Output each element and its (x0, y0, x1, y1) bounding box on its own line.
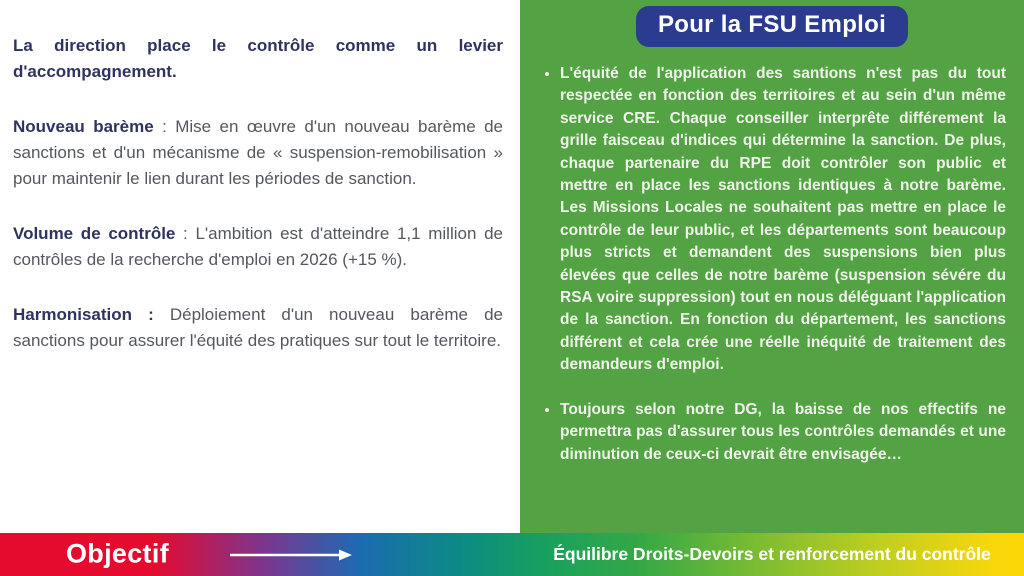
paragraph-nouveau-bareme-body: : Mise en œuvre d'un nouveau barème de sanctions et d'un mécanisme de « suspension-remobilisation » pour maintenir le lien durant les périodes de sanction. (13, 117, 503, 188)
bullet-item-effectifs: • Toujours selon notre DG, la baisse de nos effectifs ne permettra pas d'assurer tous les contrôles demandés et une diminution de ceux-ci devrait être envisagée… (560, 399, 1006, 466)
paragraph-volume-controle-body: : L'ambition est d'atteindre 1,1 million de contrôles de la recherche d'emploi en 2026 (+15 %). (13, 224, 503, 269)
paragraph-harmonisation-lead: Harmonisation : (13, 305, 154, 324)
paragraph-nouveau-bareme (13, 114, 503, 192)
bullet-list (520, 63, 1024, 466)
paragraph-direction-text: La direction place le contrôle comme un levier d'accompagnement. (13, 36, 503, 81)
paragraph-volume-controle-lead: Volume de contrôle (13, 224, 176, 243)
paragraph-harmonisation (13, 302, 503, 354)
footer-slogan: Équilibre Droits-Devoirs et renforcement du contrôle (553, 543, 991, 564)
fsu-panel (520, 0, 1024, 533)
objectif-label: Objectif (66, 537, 169, 568)
panel-title-badge (636, 6, 908, 47)
bullet-item-equite: • L'équité de l'application des santions n'est pas du tout respectée en fonction des territoires et au sein d'un même service CRE. Chaque conseiller interprête différement la grille faisceau d'indices qui détermine la sanction. De plus, chaque partenaire du RPE doit contrôler son public et mettre en place les sanctions identiques à notre barème. Les Missions Locales ne souhaitent pas mettre en place le contrôle de leur public, et les départements sont beaucoup plus stricts et demandent des suspensions bien plus élevées que celles de notre barème (suspension sévére du RSA voire suppression) tout en nous déléguant l'application de la sanction. En fonction du département, les sanctions différent et cela crée une réelle inéquité de traitement des demandeurs d'emploi. (560, 63, 1006, 377)
panel-title: Pour la FSU Emploi (657, 11, 887, 38)
paragraph-harmonisation-body: Déploiement d'un nouveau barème de sanctions pour assurer l'équité des pratiques sur tout le territoire. (13, 305, 503, 350)
paragraph-direction (13, 33, 503, 85)
arrow-right-icon (228, 548, 354, 562)
paragraph-volume-controle (13, 221, 503, 273)
footer-gradient-bar (0, 533, 1024, 576)
paragraph-nouveau-bareme-lead: Nouveau barème (13, 117, 154, 136)
left-text-column (0, 0, 520, 533)
